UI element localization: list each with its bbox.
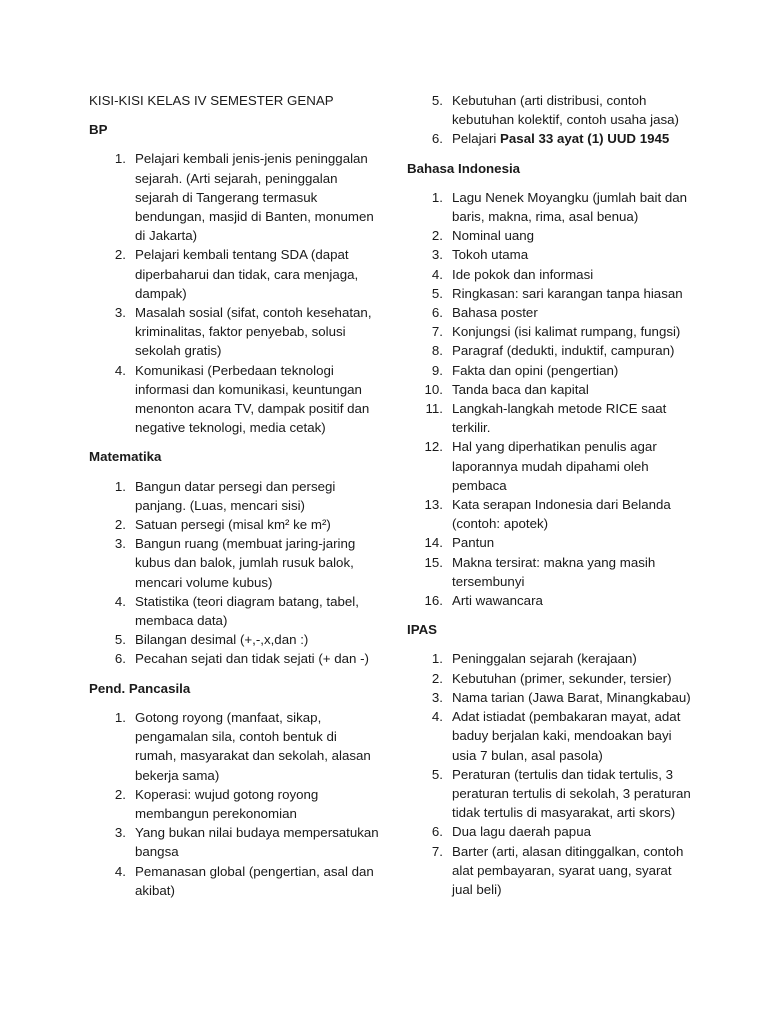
list-item [89, 823, 379, 861]
list-number: 1. [114, 478, 126, 494]
list-text-content: Peraturan (tertulis dan tidak tertulis, 3 peraturan tertulis di sekolah, 3 peraturan tidak tertulis di masyarakat, arti skors) [452, 766, 691, 821]
list-item [407, 322, 692, 341]
list-number: 16. [424, 593, 443, 609]
list-number: 3. [114, 536, 126, 552]
list-number: 3. [431, 689, 443, 705]
list-number: 14. [424, 535, 443, 551]
list-item [89, 303, 379, 361]
list-text-content: Lagu Nenek Moyangku (jumlah bait dan baris, makna, rima, asal benua) [452, 189, 688, 225]
list-item [89, 361, 379, 438]
section-heading: BP [89, 122, 108, 138]
list-text-content: Yang bukan nilai budaya mempersatukan bangsa [135, 825, 379, 860]
list-text-content: Makna tersirat: makna yang masih tersembunyi [452, 554, 656, 589]
list-text [452, 649, 692, 668]
list-number: 1. [431, 189, 443, 205]
list-text [135, 477, 379, 515]
list-number: 6. [114, 651, 126, 667]
list-number: 3. [431, 247, 443, 263]
list-text [452, 765, 692, 823]
list-text-content: Tanda baca dan kapital [452, 381, 589, 397]
list-item [407, 303, 692, 322]
list-text-content: Adat istiadat (pembakaran mayat, adat baduy berjalan kaki, mendoakan bayi usia 7 bulan, asal pasola) [452, 709, 681, 763]
list-text-content: Bangun ruang (membuat jaring-jaring kubus dan balok, jumlah rusuk balok, mencari volume kubus) [135, 536, 356, 590]
list-text-content: Nominal uang [452, 228, 535, 244]
list-text [452, 437, 692, 495]
section-list [89, 149, 379, 437]
list-item [89, 862, 379, 900]
section-heading: IPAS [407, 622, 438, 638]
list-text-content: Kata serapan Indonesia dari Belanda (contoh: apotek) [452, 497, 671, 532]
list-text [135, 823, 379, 861]
list-number: 3. [114, 305, 126, 321]
list-number: 2. [114, 247, 126, 263]
list-number: 4. [114, 593, 126, 609]
list-text-content: Pantun [452, 535, 495, 551]
list-text [452, 322, 692, 341]
section-heading: Matematika [89, 449, 162, 465]
list-text [135, 785, 379, 823]
list-number: 13. [424, 497, 443, 513]
list-item [407, 591, 692, 610]
list-text [135, 708, 379, 785]
list-text [452, 129, 692, 148]
list-number: 4. [114, 362, 126, 378]
list-text [135, 862, 379, 900]
list-item [407, 399, 692, 437]
list-item [407, 284, 692, 303]
list-number: 1. [114, 151, 126, 167]
list-item [89, 245, 379, 303]
list-text-content: Paragraf (dedukti, induktif, campuran) [452, 343, 675, 359]
list-number: 2. [431, 228, 443, 244]
list-number: 2. [114, 517, 126, 533]
list-text [452, 226, 692, 245]
list-item [89, 630, 379, 649]
list-item [407, 129, 692, 148]
list-item [407, 688, 692, 707]
list-text-content: Koperasi: wujud gotong royong membangun perekonomian [135, 786, 319, 821]
list-text [135, 534, 379, 592]
list-number: 4. [431, 709, 443, 725]
list-text-content: Pelajari kembali tentang SDA (dapat diperbaharui dan tidak, cara menjaga, dampak) [135, 247, 359, 301]
list-item [89, 785, 379, 823]
list-text-content: Pelajari [452, 131, 501, 147]
list-item [407, 437, 692, 495]
list-text [452, 91, 692, 129]
list-text [452, 707, 692, 765]
list-item [407, 707, 692, 765]
list-text [135, 592, 379, 630]
list-item [407, 533, 692, 552]
list-number: 12. [424, 439, 443, 455]
list-text-content: Arti wawancara [452, 593, 543, 609]
list-number: 8. [431, 343, 443, 359]
list-item [407, 649, 692, 668]
list-item [89, 477, 379, 515]
list-text [452, 842, 692, 900]
list-text [452, 245, 692, 264]
list-text-content: Kebutuhan (primer, sekunder, tersier) [452, 670, 672, 686]
list-text [135, 361, 379, 438]
list-text-content: Tokoh utama [452, 247, 529, 263]
list-item [407, 361, 692, 380]
list-number: 9. [431, 362, 443, 378]
list-number: 1. [114, 709, 126, 725]
list-text [135, 649, 379, 668]
list-item [407, 765, 692, 823]
list-number: 11. [425, 401, 443, 417]
list-item [407, 380, 692, 399]
list-number: 6. [431, 305, 443, 321]
list-item [407, 188, 692, 226]
list-text-content: Statistika (teori diagram batang, tabel, membaca data) [135, 593, 359, 629]
list-text [452, 361, 692, 380]
list-text-content: Bangun datar persegi dan persegi panjang. (Luas, mencari sisi) [135, 478, 336, 513]
section-list [407, 188, 692, 610]
list-number: 2. [114, 786, 126, 802]
list-text-content: Langkah-langkah metode RICE saat terkilir. [452, 401, 667, 436]
list-text [135, 630, 379, 649]
list-number: 2. [431, 670, 443, 686]
list-item [89, 534, 379, 592]
list-text-content: Peninggalan sejarah (kerajaan) [452, 651, 637, 667]
list-item [407, 245, 692, 264]
right-column [407, 91, 692, 909]
list-item [407, 822, 692, 841]
list-number: 7. [431, 324, 443, 340]
list-item [407, 91, 692, 129]
list-text-content: Dua lagu daerah papua [452, 824, 591, 840]
section-heading: Bahasa Indonesia [407, 160, 521, 176]
left-column [89, 91, 379, 910]
list-item [89, 592, 379, 630]
list-text [452, 495, 692, 533]
list-text-content: Bilangan desimal (+,-,x,dan :) [135, 632, 309, 648]
list-item [407, 265, 692, 284]
list-item [89, 649, 379, 668]
list-text [452, 688, 692, 707]
list-text-content: Komunikasi (Perbedaan teknologi informasi dan komunikasi, keuntungan menonton acara TV, dampak positif dan negative teknologi, media cetak) [135, 362, 370, 436]
list-number: 6. [431, 824, 443, 840]
list-text-content: Gotong royong (manfaat, sikap, pengamalan sila, contoh bentuk di rumah, masyarakat dan sekolah, alasan bekerja sama) [135, 709, 371, 783]
list-number: 6. [431, 131, 443, 147]
section-list [89, 708, 379, 900]
list-text [452, 669, 692, 688]
list-text [452, 188, 692, 226]
list-text [452, 399, 692, 437]
list-number: 7. [431, 843, 443, 859]
list-number: 5. [431, 93, 443, 108]
list-text-content: Pelajari kembali jenis-jenis peninggalan sejarah. (Arti sejarah, peninggalan sejarah di Tangerang termasuk bendungan, masjid di Banten, monumen di Jakarta) [135, 151, 374, 244]
list-number: 3. [114, 825, 126, 841]
list-text-content: Konjungsi (isi kalimat rumpang, fungsi) [452, 324, 681, 340]
bold-text: Pasal 33 ayat (1) UUD 1945 [500, 131, 670, 147]
list-text [135, 245, 379, 303]
list-text-content: Ide pokok dan informasi [452, 266, 594, 282]
list-text [135, 303, 379, 361]
list-text [452, 533, 692, 552]
section-list [89, 477, 379, 669]
list-item [407, 842, 692, 900]
list-text-content: Bahasa poster [452, 305, 538, 321]
list-text [452, 380, 692, 399]
list-text-content: Hal yang diperhatikan penulis agar laporannya mudah dipahami oleh pembaca [452, 439, 657, 493]
list-text-content: Fakta dan opini (pengertian) [452, 362, 619, 378]
list-text-content: Masalah sosial (sifat, contoh kesehatan, kriminalitas, faktor penyebab, solusi sekolah gratis) [135, 305, 372, 359]
list-text [452, 591, 692, 610]
list-text-content: Barter (arti, alasan ditinggalkan, contoh alat pembayaran, syarat uang, syarat jual beli) [452, 843, 684, 897]
list-text [452, 553, 692, 591]
section-list [407, 649, 692, 899]
list-item [89, 515, 379, 534]
list-item [407, 341, 692, 360]
list-number: 4. [114, 863, 126, 879]
list-item [407, 669, 692, 688]
list-text [135, 515, 379, 534]
list-text-content: Pecahan sejati dan tidak sejati (+ dan -) [135, 651, 369, 667]
list-text-content: Nama tarian (Jawa Barat, Minangkabau) [452, 689, 691, 705]
continued-list [407, 91, 692, 149]
list-text [452, 822, 692, 841]
list-text-content: Kebutuhan (arti distribusi, contoh kebutuhan kolektif, contoh usaha jasa) [452, 93, 679, 128]
list-text-content: Satuan persegi (misal km² ke m²) [135, 517, 331, 533]
list-text-content: Pemanasan global (pengertian, asal dan akibat) [135, 863, 374, 898]
list-number: 15. [424, 554, 443, 570]
list-text [452, 284, 692, 303]
list-item [407, 553, 692, 591]
document-title: KISI-KISI KELAS IV SEMESTER GENAP [89, 93, 334, 108]
list-number: 1. [431, 651, 443, 667]
list-item [89, 708, 379, 785]
list-text [452, 341, 692, 360]
list-number: 5. [431, 285, 443, 301]
list-item [407, 226, 692, 245]
list-number: 5. [431, 766, 443, 782]
list-text [452, 303, 692, 322]
list-text-content: Ringkasan: sari karangan tanpa hiasan [452, 285, 683, 301]
section-heading: Pend. Pancasila [89, 680, 191, 696]
list-text [135, 149, 379, 245]
list-number: 10. [424, 381, 443, 397]
list-number: 5. [114, 632, 126, 648]
list-item [89, 149, 379, 245]
list-text [452, 265, 692, 284]
list-number: 4. [431, 266, 443, 282]
list-item [407, 495, 692, 533]
